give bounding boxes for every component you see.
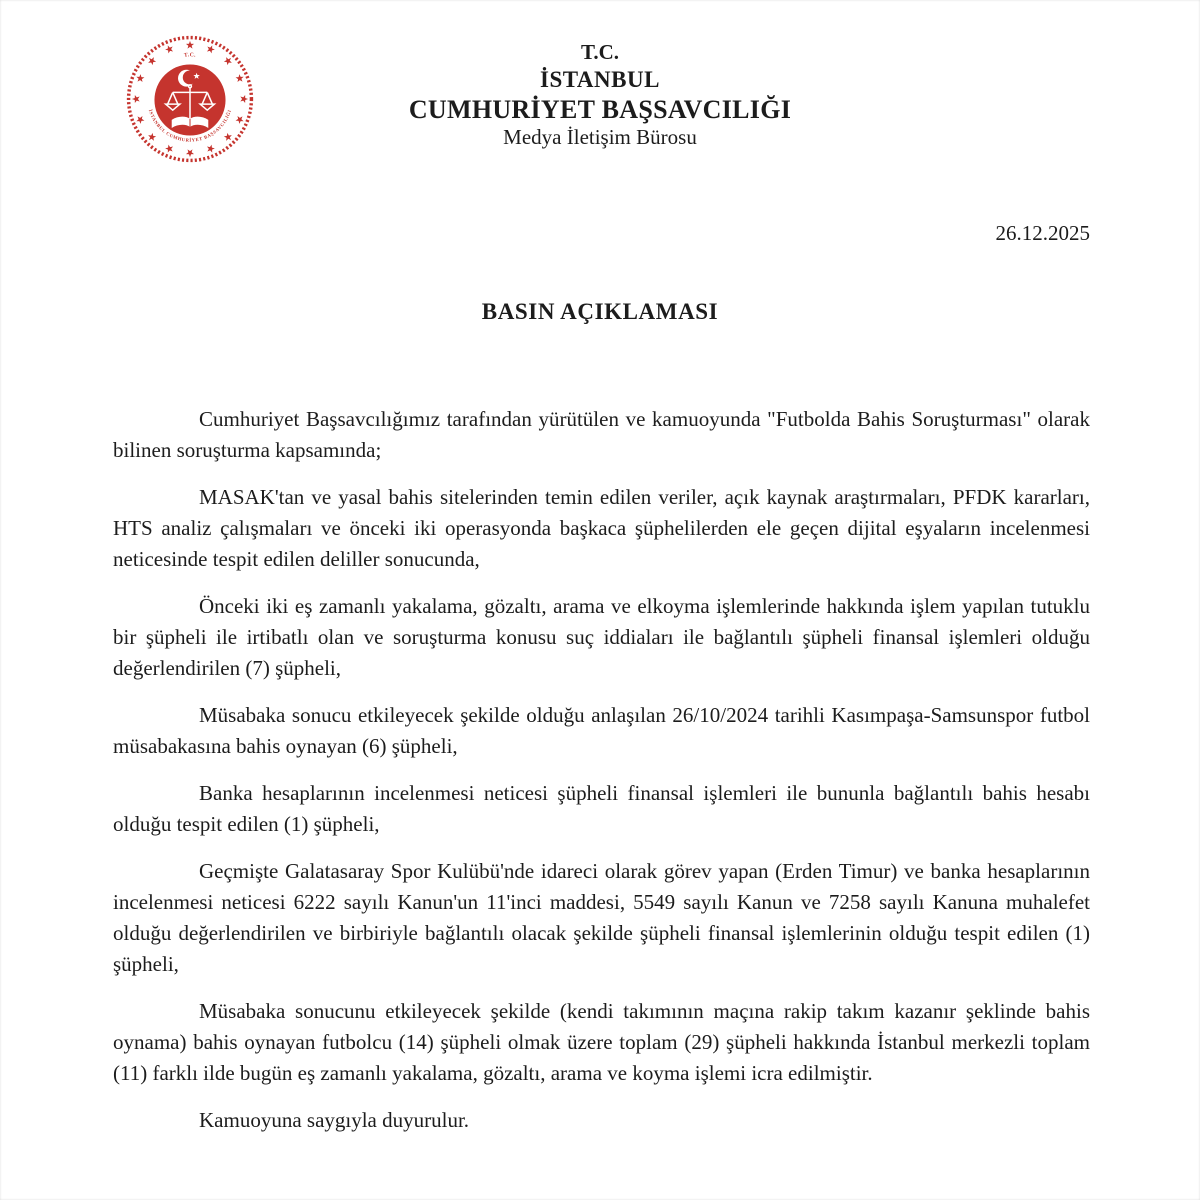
letterhead-city: İSTANBUL bbox=[540, 66, 660, 92]
document-date: 26.12.2025 bbox=[995, 221, 1090, 245]
letterhead-tc: T.C. bbox=[580, 40, 620, 64]
document-body bbox=[113, 404, 1090, 1136]
letterhead bbox=[0, 40, 1200, 151]
body-paragraph: Banka hesaplarının incelenmesi neticesi şüpheli finansal işlemleri ile bununla bağlantılı bahis hesabı olduğu tespit edilen (1) şüpheli, bbox=[113, 781, 1090, 836]
emblem-ring-text-top: T.C. bbox=[183, 52, 197, 59]
closing-line: Kamuoyuna saygıyla duyurulur. bbox=[199, 1108, 470, 1132]
body-paragraph: Geçmişte Galatasaray Spor Kulübü'nde idareci olarak görev yapan (Erden Timur) ve banka hesaplarının incelenmesi neticesi 6222 sayılı Kanun'un 11'inci maddesi, 5549 sayılı Kanun ve 7258 sayılı Kanuna muhalefet olduğu değerlendirilen ve birbiriyle bağlantılı olacak şekilde şüpheli finansal işlemlerinin olduğu tespit edilen (1) şüpheli, bbox=[113, 859, 1090, 976]
body-paragraph: Önceki iki eş zamanlı yakalama, gözaltı, arama ve elkoyma işlemlerinde hakkında işlem yapılan tutuklu bir şüpheli ile irtibatlı olan ve soruşturma konusu suç iddiaları ile bağlantılı şüpheli finansal işlemleri olduğu değerlendirilen (7) şüpheli, bbox=[113, 594, 1090, 680]
body-paragraph: Müsabaka sonucu etkileyecek şekilde olduğu anlaşılan 26/10/2024 tarihli Kasımpaşa-Samsunspor futbol müsabakasına bahis oynayan (6) şüpheli, bbox=[113, 703, 1090, 758]
letterhead-bureau: Medya İletişim Bürosu bbox=[503, 125, 697, 150]
body-paragraph: MASAK'tan ve yasal bahis sitelerinden temin edilen veriler, açık kaynak araştırmaları, PFDK kararları, HTS analiz çalışmaları ve önceki iki operasyonda başkaca şüphelilerden ele geçen dijital eşyaların incelenmesi neticesinde tespit edilen deliller sonucunda, bbox=[113, 485, 1090, 571]
letterhead-office: CUMHURİYET BAŞSAVCILIĞI bbox=[408, 94, 792, 124]
body-paragraph: Cumhuriyet Başsavcılığımız tarafından yürütülen ve kamuoyunda "Futbolda Bahis Soruşturması" olarak bilinen soruşturma kapsamında; bbox=[113, 407, 1090, 462]
body-paragraph: Müsabaka sonucunu etkileyecek şekilde (kendi takımının maçına rakip takım kazanır şeklinde bahis oynama) bahis oynayan futbolcu (14) şüpheli olmak üzere toplam (29) şüpheli hakkında İstanbul merkezli toplam (11) farklı ilde bugün eş zamanlı yakalama, gözaltı, arama ve koyma işlemi icra edilmiştir. bbox=[113, 999, 1090, 1085]
document-title: BASIN AÇIKLAMASI bbox=[481, 299, 719, 324]
emblem-ring-text-bottom: İSTANBUL CUMHURİYET BAŞSAVCILIĞI bbox=[146, 109, 234, 144]
